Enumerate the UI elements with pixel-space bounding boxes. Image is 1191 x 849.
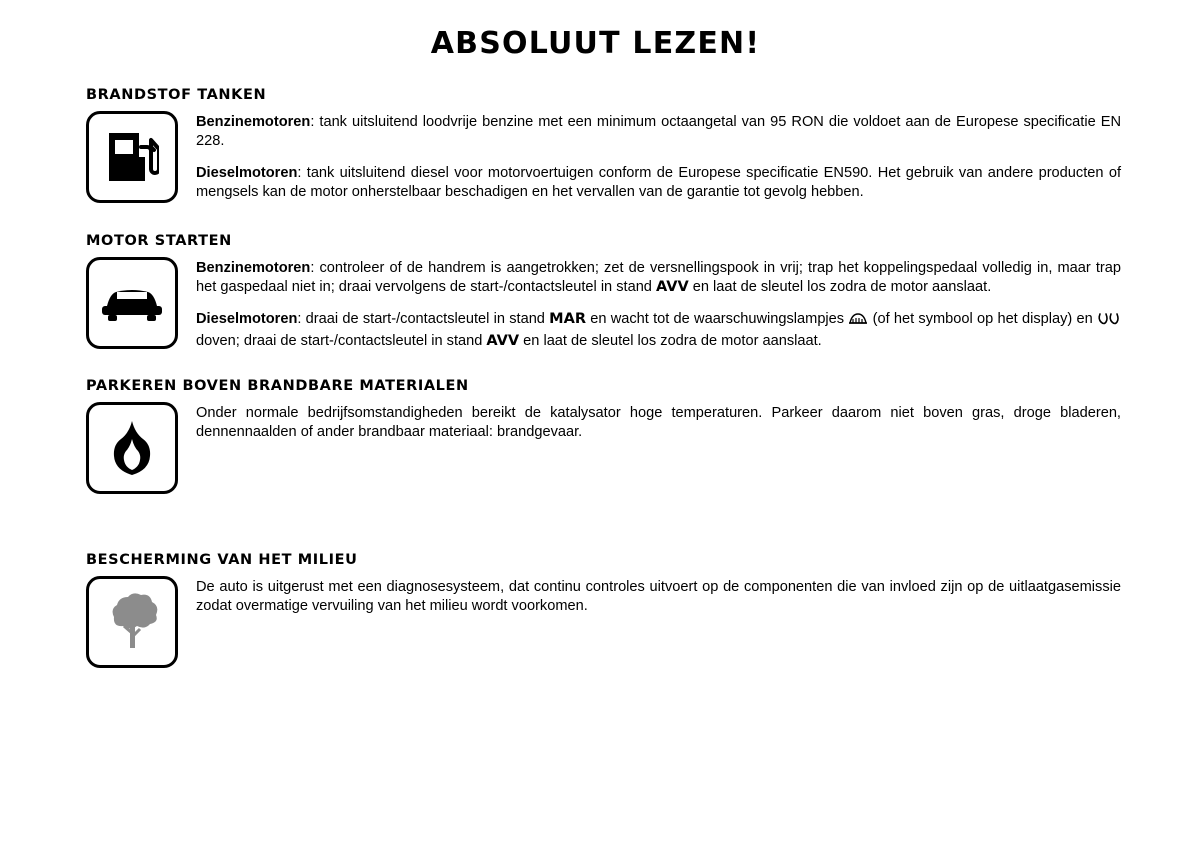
paragraph-text-mid-1: en wacht tot de waarschuwingslampjes — [586, 310, 849, 327]
keyword-mar: MAR — [549, 310, 586, 327]
paragraph-text-mid-3: doven; draai de start-/contactsleutel in stand — [196, 333, 487, 350]
tree-icon — [86, 576, 178, 668]
section-heading: PARKEREN BOVEN BRANDBARE MATERIALEN — [86, 377, 469, 394]
paragraph-text-before: : draai de start-/contactsleutel in stand — [297, 310, 550, 327]
section-body — [86, 257, 1121, 352]
text-column — [196, 257, 1121, 352]
paragraph-text: : tank uitsluitend loodvrije benzine met een minimum octaangetal van 95 RON die voldoet aan de Europese specificatie EN 228. — [196, 114, 1121, 150]
section-heading: BRANDSTOF TANKEN — [86, 87, 267, 103]
keyword-avv-2: AVV — [486, 333, 520, 350]
section-parkeren-brandbare-materialen — [0, 378, 1191, 494]
paragraph-text: : tank uitsluitend diesel voor motorvoertuigen conform de Europese specificatie EN590. Het gebruik van andere producten of mengsels kan de motor onherstelbaar beschadigen en het vervallen van de garantie tot gevolg hebben. — [196, 164, 1121, 201]
paragraph-text-after: en laat de sleutel los zodra de motor aanslaat. — [688, 279, 992, 296]
section-heading: BESCHERMING VAN HET MILIEU — [86, 551, 358, 568]
paragraph-parkeren: Onder normale bedrijfsomstandigheden bereikt de katalysator hoge temperaturen. Parkeer daarom niet boven gras, droge bladeren, dennennaalden of ander brandbaar materiaal: brandgevaar. — [196, 404, 1121, 441]
section-body — [86, 402, 1121, 494]
section-motor-starten — [0, 233, 1191, 352]
fuel-pump-icon — [86, 111, 178, 203]
section-heading: MOTOR STARTEN — [86, 233, 232, 249]
text-column — [196, 111, 1121, 203]
section-body — [86, 576, 1121, 668]
text-column — [196, 402, 1121, 443]
paragraph-lead: Benzinemotoren — [196, 260, 311, 276]
paragraph-text-after: en laat de sleutel los zodra de motor aanslaat. — [519, 333, 822, 350]
keyword-avv: AVV — [655, 279, 689, 296]
paragraph-dieselmotoren — [196, 164, 1121, 203]
paragraph-benzinemotoren — [196, 259, 1121, 298]
paragraph-milieu: De auto is uitgerust met een diagnosesysteem, dat continu controles uitvoert op de componenten die van invloed zijn op de uitlaatgasemissie zodat overmatige vervuiling van het milieu wordt voorkomen. — [196, 578, 1121, 615]
section-body — [86, 111, 1121, 203]
text-column — [196, 576, 1121, 617]
paragraph-lead: Benzinemotoren — [196, 114, 311, 130]
paragraph-lead: Dieselmotoren — [196, 164, 298, 181]
paragraph-text-before: : controleer of de handrem is aangetrokken; zet de versnellingspook in vrij; trap het koppelingspedaal volledig in, maar trap het gaspedaal niet in; draai vervolgens de start-/contactsleutel in stand — [196, 260, 1121, 296]
paragraph-dieselmotoren — [196, 310, 1121, 352]
section-brandstof-tanken — [0, 87, 1191, 203]
car-front-icon — [86, 257, 178, 349]
flame-icon — [86, 402, 178, 494]
document-page — [0, 26, 1191, 849]
paragraph-benzinemotoren — [196, 113, 1121, 152]
paragraph-lead: Dieselmotoren — [196, 310, 298, 327]
preheat-coil-icon — [1097, 311, 1121, 332]
section-bescherming-milieu — [0, 552, 1191, 668]
glowplug-warning-icon — [848, 311, 868, 332]
page-title: ABSOLUUT LEZEN! — [430, 26, 761, 61]
paragraph-text-mid-2: (of het symbool op het display) en — [868, 310, 1097, 327]
